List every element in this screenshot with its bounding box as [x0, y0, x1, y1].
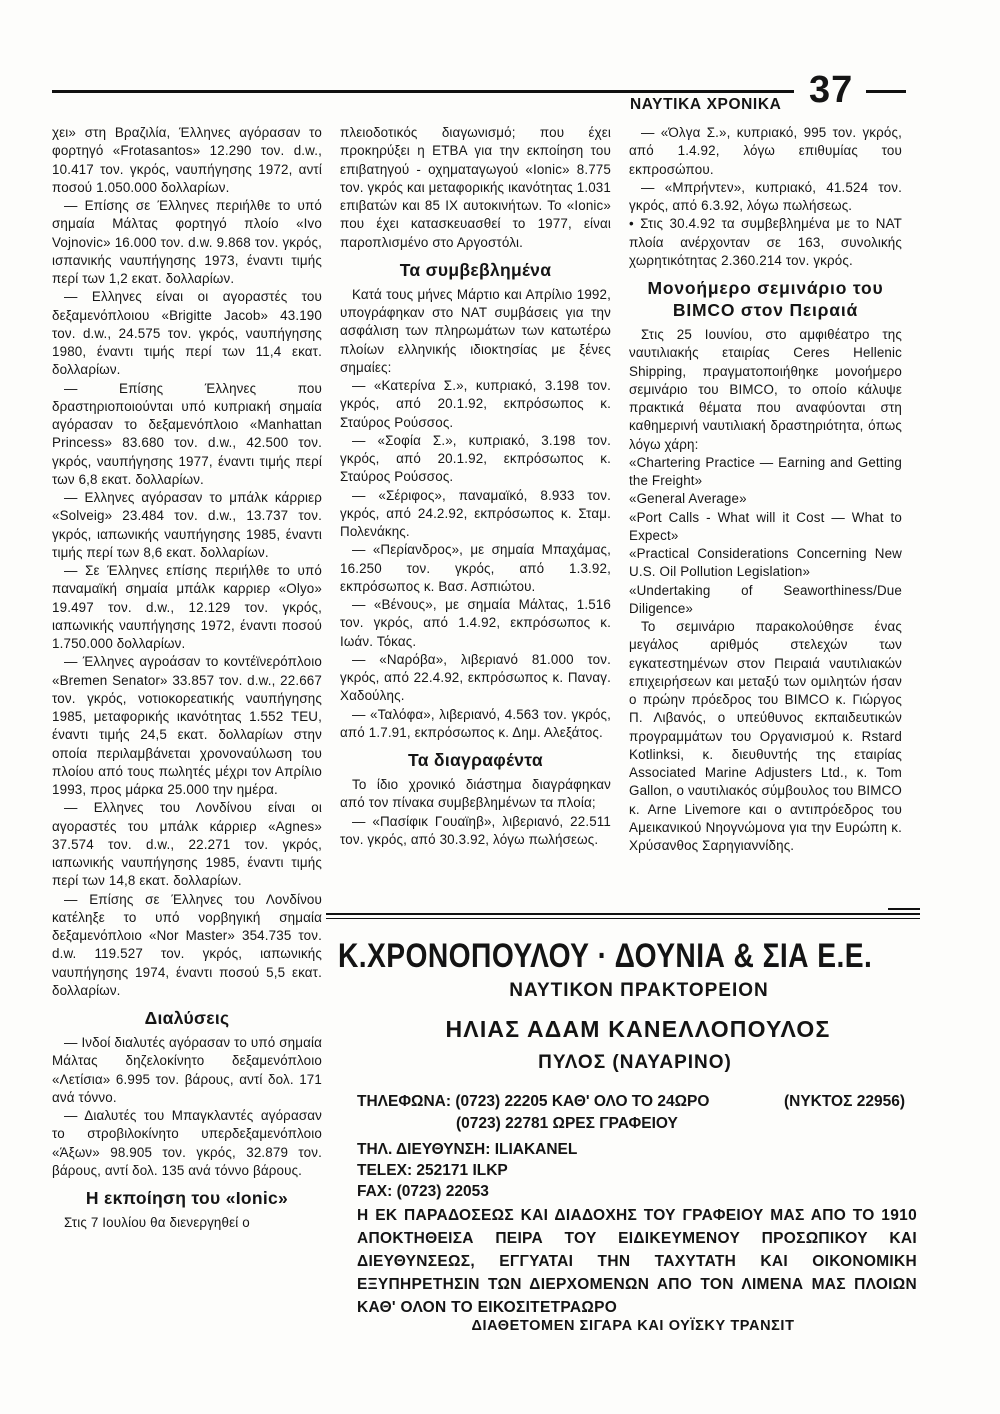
ship-list-item: — «Όλγα Σ.», κυπριακό, 995 τον. γκρός, από 1.4.92, λόγω επιθυμίας του εκπροσώπου. [629, 125, 902, 177]
advert-statement: Η ΕΚ ΠΑΡΑΔΟΣΕΩΣ ΚΑΙ ΔΙΑΔΟΧΗΣ ΤΟΥ ΓΡΑΦΕΙΟΥ ΜΑΣ ΑΠΟ ΤΟ 1910 ΑΠΟΚΤΗΘΕΙΣΑ ΠΕΙΡΑ ΤΟΥ ΕΙΔΙΚΕΥΜΕΝΟΥ ΠΡΟΣΩΠΙΚΟΥ ΚΑΙ ΔΙΕΥΘΥΝΣΕΩΣ, ΕΓΓΥΑΤΑΙ ΤΗΝ ΤΑΧΥΤΑΤΗ ΚΑΙ ΟΙΚΟΝΟΜΙΚΗ ΕΞΥΠΗΡΕΤΗΣΙΝ ΤΩΝ ΔΙΕΡΧΟΜΕΝΩΝ ΑΠΟ ΤΟΝ ΛΙΜΕΝΑ ΜΑΣ ΠΛΟΙΩΝ ΚΑΘ' ΟΛΟΝ ΤΟ ΕΙΚΟΣΙΤΕΤΡΑΩΡΟ [357, 1207, 917, 1316]
advert-fax: FAX: (0723) 22053 [357, 1183, 489, 1200]
advert-rule-top [326, 913, 920, 915]
advert-telegraph-address: ΤΗΛ. ΔΙΕΥΘΥΝΣΗ: ILIAKANEL [357, 1141, 578, 1158]
advert-business-type: ΝΑΥΤΙΚΟΝ ΠΡΑΚΤΟΡΕΙΟΝ [509, 980, 769, 1001]
seminar-topic: «Chartering Practice — Earning and Getting the Freight» [629, 454, 902, 488]
advert-phones: ΤΗΛΕΦΩΝΑ: (0723) 22205 ΚΑΘ' ΟΛΟ ΤΟ 24ΩΡΟ [357, 1093, 710, 1110]
advert-rule-accent [888, 908, 920, 910]
header-rule-left [52, 90, 794, 93]
advert-office-phone: (0723) 22781 ΩΡΕΣ ΓΡΑΦΕΙΟΥ [456, 1115, 678, 1132]
article-paragraph: — Επίσης σε Έλληνες περιήλθε το υπό σημαία Μάλτας φορτηγό πλοίο «Ivo Vojnovic» 16.000 τον. d.w. 9.868 τον. γκρός, ισπανικής ναυπήγησης 1973, έναντι τιμής περί των 1,2 εκατ. δολλαρίων. [52, 198, 322, 286]
advertisement-block [328, 922, 920, 1352]
article-paragraph: χει» στη Βραζιλία, Έλληνες αγόρασαν το φορτηγό «Frotasantos» 12.290 τον. d.w., 10.417 τον. γκρός, ναυπήγησης 1972, αντί ποσού 1.050.000 δολλαρίων. [52, 125, 322, 195]
article-paragraph: Στις 7 Ιουλίου θα διενεργηθεί ο [64, 1215, 250, 1230]
article-paragraph: — Ινδοί διαλυτές αγόρασαν το υπό σημαία Μάλτας δηζελοκίνητο δεξαμενόπλοιο «Λετίσια» 6.995 τον. βάρους, αντί δολ. 171 ανά τόννο. [52, 1035, 322, 1105]
article-paragraph: — Ελληνες αγόρασαν το μπάλκ κάρριερ «Solveig» 23.484 τον. d.w., 13.737 τον. γκρός, ιαπωνικής ναυπήγησης 1985, έναντι τιμής περί των 8,6 εκατ. δολλαρίων. [52, 490, 322, 560]
ship-list-item: — «Ναρόβα», λιβεριανό 81.000 τον. γκρός, από 22.4.92, εκπρόσωπος κ. Παναγ. Χαδούλης. [340, 651, 611, 704]
article-paragraph: — Σε Έλληνες επίσης περιήλθε το υπό παναμαϊκή σημαία μπάλκ καρριερ «Olyo» 19.497 τον. d.w., 12.129 τον. γκρός, ιαπωνικής ναυπήγησης 1972, έναντι ποσού 1.750.000 δολλαρίων. [52, 563, 322, 651]
ship-list-item: — «Πασίφικ Γουαϊηβ», λιβεριανό, 22.511 τον. γκρός, από 30.3.92, λόγω πωλήσεως. [340, 813, 611, 847]
article-column-2 [340, 124, 611, 849]
seminar-topic: «General Average» [629, 491, 747, 507]
section-heading-dialyseis: Διαλύσεις [144, 1008, 230, 1028]
article-column-3 [629, 124, 902, 855]
seminar-topic: «Practical Considerations Concerning New U.S. Oil Pollution Legislation» [629, 546, 902, 580]
magazine-title: ΝΑΥΤΙΚΑ ΧΡΟΝΙΚΑ [630, 96, 782, 113]
advert-night-phone: (ΝΥΚΤΟΣ 22956) [783, 1093, 905, 1110]
ship-list-item: — «Ταλόφα», λιβεριανό, 4.563 τον. γκρός, από 1.7.91, εκπρόσωπος κ. Δημ. Αλεξάτος. [340, 706, 611, 740]
advert-agent-name: ΗΛΙΑΣ ΑΔΑΜ ΚΑΝΕΛΛΟΠΟΥΛΟΣ [445, 1016, 831, 1042]
article-paragraph: Στις 25 Ιουνίου, στο αμφιθέατρο της ναυτιλιακής εταιρίας Ceres Hellenic Shipping, πραγματοποιήθηκε μονοήμερο σεμινάριο του BIMCO, το οποίο κάλυψε πρακτικά θέματα που αναφύονται στη καθημερινή ναυτιλιακή δραστηριότητα, όπως λόγω χάρη: [629, 327, 902, 452]
section-heading-seminar: Μονοήμερο σεμινάριο του BIMCO στον Πειραιά [647, 278, 884, 320]
advert-footer-note: ΔΙΑΘΕΤΟΜΕΝ ΣΙΓΑΡΑ ΚΑΙ ΟΥΪΣΚΥ ΤΡΑΝΣΙΤ [471, 1318, 795, 1334]
ship-list-item: — «Μπρήντεν», κυπριακό, 41.524 τον. γκρός, από 6.3.92, λόγω πωλήσεως. [629, 179, 902, 213]
article-paragraph: — Ελληνες είναι οι αγοραστές του δεξαμενόπλοιου «Brigitte Jacob» 43.190 τον. d.w., 24.575 τον. γκρός, ναυπήγησης 1980, έναντι τιμής περί των 11,4 εκατ. δολλαρίων. [52, 289, 322, 378]
section-heading-ionic: Η εκποίηση του «Ionic» [85, 1188, 289, 1208]
article-paragraph: Το σεμινάριο παρακολούθησε ένας μεγάλος αριθμός στελεχών των εγκατεστημένων στον Πειραιά ναυτιλιακών επιχειρήσεων και μεταξύ των ομιλητών ήσαν ο πρώην πρόεδρος του BIMCO κ. Γιώργος Π. Λιβανός, ο υπεύθυνος εκπαιδευτικών προγραμμάτων του Οργανισμού κ. Rstard Kotlinksi, κ. διευθυντής της εταιρίας Associated Marine Adjusters Ltd., κ. Tom Gallon, ο ναυτιλιακός σύμβουλος του BIMCO κ. Arne Livemore και ο αντιπρόεδρος του Αμεικανικού Νηογνώμονα για την Ευρώπη κ. Χρύσανθος Σαρηγιαννίδης. [629, 619, 902, 853]
article-paragraph: — Επίσης σε Έλληνες του Λονδίνου κατέληξε το υπό νορβηγική σημαία δεξαμενόπλοιο «Nor Master» 354.735 τον. d.w. 119.527 τον. γκρός, ιαπωνικής ναυπήγησης 1974, έναντι ποσού 5,5 εκατ. δολλαρίων. [52, 891, 322, 998]
advert-phones-row [357, 1093, 905, 1111]
ship-list-item: — «Περίανδρος», με σημαία Μπαχάμας, 16.250 τον. γκρός, από 1.3.92, εκπρόσωπος κ. Βασ. Ασπιώτου. [340, 542, 611, 594]
page-number: 37 [809, 69, 854, 111]
article-paragraph: — Διαλυτές του Μπαγκλαντές αγόρασαν το στροβιλοκίνητο υπερδεξαμενόπλοιο «Άξων» 98.905 τον. γκρός, 32.879 τον. βάρους, αντί δολ. 135 ανά τόννο βάρους. [52, 1108, 322, 1178]
advert-telex: TELEX: 252171 ILKP [357, 1162, 508, 1179]
article-paragraph: — Ελληνες του Λονδίνου είναι οι αγοραστές του μπάλκ κάρριερ «Agnes» 37.574 τον. d.w., 22.271 τον. γκρός, ιαπωνικής ναυπήγησης 1985, έναντι τιμής περί των 14,8 εκατ. δολλαρίων. [52, 800, 322, 889]
section-heading-contracted: Τα συμβεβλημένα [399, 259, 552, 280]
article-paragraph: Το ίδιο χρονικό διάστημα διαγράφηκαν από τον πίνακα συμβεβλημένων τα πλοία; [340, 777, 611, 811]
article-paragraph: • Στις 30.4.92 τα συμβεβλημένα με το ΝΑΤ πλοία ανέρχονταν σε 163, συνολικής χωρητικότητας 2.360.214 τον. γκρός. [629, 216, 902, 268]
article-paragraph: — Επίσης Έλληνες που δραστηριοποιούνται υπό κυπριακή σημαία αγόρασαν το δεξαμενόπλοιο «Manhattan Princess» 83.680 τον. d.w., 42.500 τον. γκρός, ναυπήγησης 1977, έναντι τιμής περί των 6,8 εκατ. δολλαρίων. [52, 380, 322, 487]
article-paragraph: — Έλληνες αγροάσαν το κοντέϊνερόπλοιο «Bremen Senator» 33.857 τον. d.w., 22.667 τον. γκρός, νοτιοκορεατικής ναυπήγησης 1985, μεταφορικής ικανότητας 1.552 TEU, έναντι τιμής 24,5 εκατ. δολλαρίων στην οποία περιλαμβάνεται χρονοναύλωση του πλοίου από τους πωλητές μέχρι τον Απρίλιο 1993, προς μάρκα 25.000 την ημέρα. [52, 654, 322, 797]
header-rule-right [866, 90, 906, 93]
ship-list-item: — «Σέριφος», παναμαϊκό, 8.933 τον. γκρός, από 24.2.92, εκπρόσωπος κ. Σταμ. Πολενάκης. [340, 487, 611, 539]
article-paragraph: πλειοδοτικός διαγωνισμό; που έχει προκηρύξει η ΕΤΒΑ για την εκποίηση του επιβατηγού - οχηματαγωγού «Ionic» 8.775 τον. γκρός και μεταφορικής ικανότητας 1.031 επιβατών και 85 IX αυτοκινήτων. Το «Ionic» που έχει κατασκευασθεί το 1977, είναι παροπλισμένο στο Αργοστόλι. [340, 125, 611, 250]
advert-location: ΠΥΛΟΣ (ΝΑΥΑΡΙΝΟ) [538, 1052, 732, 1073]
seminar-topic: «Undertaking of Seaworthiness/Due Diligence» [629, 582, 902, 616]
ship-list-item: — «Κατερίνα Σ.», κυπριακό, 3.198 τον. γκρός, από 20.1.92, εκπρόσωπος κ. Σταύρος Ρούσσος. [340, 378, 611, 430]
seminar-topic: «Port Calls - What will it Cost — What to Expect» [629, 509, 902, 543]
article-paragraph: Κατά τους μήνες Μάρτιο και Απρίλιο 1992, υπογράφηκαν στο ΝΑΤ συμβάσεις για την ασφάλιση των πληρωμάτων των κατωτέρω πλοίων ελληνικής ιδιοκτησίας με ξένες σημαίες: [340, 286, 611, 375]
advert-rule-top-thin [326, 918, 920, 919]
ship-list-item: — «Σοφία Σ.», κυπριακό, 3.198 τον. γκρός, από 20.1.92, εκπρόσωπος κ. Σταύρος Ρούσσος. [340, 432, 611, 485]
section-heading-deleted: Τα διαγραφέντα [408, 750, 543, 770]
article-column-1 [52, 124, 322, 1232]
advert-company-name: Κ.ΧΡΟΝΟΠΟΥΛΟΥ · ΔΟΥΝΙΑ & ΣΙΑ Ε.Ε. [338, 937, 873, 975]
ship-list-item: — «Βένους», με σημαία Μάλτας, 1.516 τον. γκρός, από 1.4.92, εκπρόσωπος κ. Ιωάν. Τόκας. [340, 597, 611, 649]
